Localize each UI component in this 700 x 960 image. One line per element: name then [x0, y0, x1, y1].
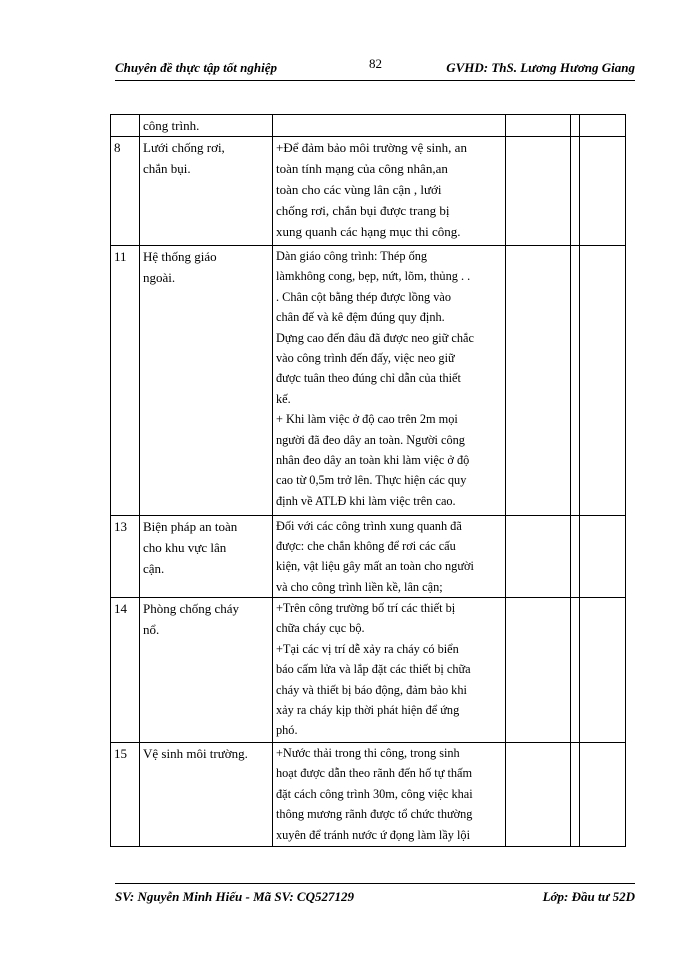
empty-cell: [571, 598, 580, 743]
item-line: Biện pháp an toàn: [143, 519, 238, 534]
description-cell: [273, 137, 506, 246]
desc-line: làmkhông cong, bẹp, nứt, lõm, thủng . .: [276, 269, 471, 284]
desc-line: cháy và thiết bị báo động, đảm bảo khi: [276, 682, 467, 697]
item-cell: [140, 516, 273, 598]
item-cell: [140, 137, 273, 246]
safety-measures-table: [110, 114, 626, 847]
desc-line: phó.: [276, 723, 298, 738]
desc-line: chữa cháy cục bộ.: [276, 621, 365, 636]
item-line: Phòng chống cháy: [143, 601, 240, 616]
empty-cell: [580, 743, 626, 847]
row-number: 15: [111, 743, 140, 847]
desc-line: +Trên công trường bố trí các thiết bị: [276, 601, 456, 615]
desc-line: được: che chắn không để rơi các cấu: [276, 539, 456, 554]
desc-line: xung quanh các hạng mục thi công.: [276, 224, 461, 239]
item-cell: [140, 115, 273, 137]
item-line: nổ.: [143, 622, 160, 637]
empty-cell: [580, 137, 626, 246]
desc-line: báo cấm lửa và lắp đặt các thiết bị chữa: [276, 662, 471, 677]
desc-line: vào công trình đến đấy, việc neo giữ: [276, 351, 455, 366]
desc-line: và cho công trình liền kề, lân cận;: [276, 579, 443, 594]
desc-line: người đã đeo dây an toàn. Người công: [276, 432, 465, 447]
header-advisor: GVHD: ThS. Lương Hương Giang: [446, 60, 635, 75]
table-row: [111, 743, 626, 847]
row-number: 14: [111, 598, 140, 743]
empty-cell: [506, 516, 571, 598]
item-line: chắn bụi.: [143, 161, 191, 176]
page-number: 82: [369, 56, 382, 71]
desc-line: chân đế và kê đệm đúng quy định.: [276, 310, 445, 325]
row-number: 13: [111, 516, 140, 598]
description-cell: [273, 115, 506, 137]
item-cell: [140, 743, 273, 847]
item-line: cho khu vực lân: [143, 540, 227, 555]
desc-line: +Nước thải trong thi công, trong sinh: [276, 746, 460, 760]
desc-line: xuyên để tránh nước ứ đọng làm lầy lội: [276, 827, 470, 842]
footer-student: SV: Nguyễn Minh Hiếu - Mã SV: CQ527129: [115, 889, 354, 904]
description-cell: [273, 246, 506, 516]
description-cell: [273, 743, 506, 847]
empty-cell: [506, 743, 571, 847]
desc-line: nhân đeo dây an toàn khi làm việc ở độ: [276, 453, 470, 468]
desc-line: đặt cách công trình 30m, công việc khai: [276, 786, 473, 801]
desc-line: xảy ra cháy kịp thời phát hiện để ứng: [276, 703, 460, 718]
empty-cell: [571, 516, 580, 598]
row-number: 11: [111, 246, 140, 516]
table-row: [111, 246, 626, 516]
table-row: [111, 516, 626, 598]
desc-line: kiện, vật liệu gây mất an toàn cho người: [276, 559, 474, 574]
empty-cell: [571, 115, 580, 137]
desc-line: Đối với các công trình xung quanh đã: [276, 519, 462, 533]
item-line: cận.: [143, 561, 165, 576]
item-line: công trình.: [143, 118, 200, 133]
item-cell: [140, 246, 273, 516]
table-row: [111, 598, 626, 743]
row-number: [111, 115, 140, 137]
item-line: Vệ sinh môi trường.: [143, 746, 248, 761]
empty-cell: [580, 598, 626, 743]
table-row: [111, 137, 626, 246]
desc-line: + Khi làm việc ở độ cao trên 2m mọi: [276, 412, 458, 427]
footer-class: Lớp: Đầu tư 52D: [542, 889, 635, 904]
desc-line: kế.: [276, 391, 291, 406]
row-number: 8: [111, 137, 140, 246]
item-cell: [140, 598, 273, 743]
page-footer: [115, 883, 635, 908]
page-header: [115, 56, 635, 81]
item-line: ngoài.: [143, 270, 176, 285]
desc-line: . Chân cột bằng thép được lồng vào: [276, 289, 452, 304]
description-cell: [273, 598, 506, 743]
empty-cell: [506, 137, 571, 246]
empty-cell: [580, 115, 626, 137]
desc-line: toàn tính mạng của công nhân,an: [276, 161, 448, 176]
empty-cell: [571, 743, 580, 847]
table-row: [111, 115, 626, 137]
empty-cell: [506, 246, 571, 516]
desc-line: Dựng cao đến đâu đã được neo giữ chắc: [276, 330, 474, 345]
desc-line: toàn cho các vùng lân cận , lưới: [276, 182, 442, 197]
desc-line: định về ATLĐ khi làm việc trên cao.: [276, 493, 456, 508]
desc-line: +Tại các vị trí dễ xảy ra cháy có biển: [276, 641, 459, 656]
desc-line: được tuân theo đúng chỉ dẫn của thiết: [276, 371, 461, 386]
empty-cell: [506, 115, 571, 137]
item-line: Hệ thống giáo: [143, 249, 217, 264]
desc-line: hoạt được dẫn theo rãnh đến hố tự thấm: [276, 766, 473, 781]
description-cell: [273, 516, 506, 598]
desc-line: chống rơi, chắn bụi được trang bị: [276, 203, 450, 218]
desc-line: thông mương rãnh được tổ chức thường: [276, 807, 473, 822]
empty-cell: [571, 246, 580, 516]
empty-cell: [580, 246, 626, 516]
empty-cell: [580, 516, 626, 598]
desc-line: Dàn giáo công trình: Thép ống: [276, 249, 428, 263]
desc-line: cao từ 0,5m trở lên. Thực hiện các quy: [276, 473, 467, 488]
empty-cell: [506, 598, 571, 743]
header-title: Chuyên đề thực tập tốt nghiệp: [115, 60, 277, 75]
desc-line: +Để đảm bảo môi trường vệ sinh, an: [276, 140, 467, 155]
empty-cell: [571, 137, 580, 246]
item-line: Lưới chống rơi,: [143, 140, 225, 155]
